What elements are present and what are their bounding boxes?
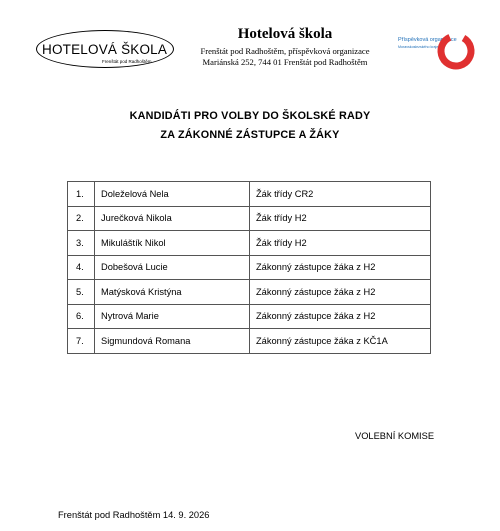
row-number: 5.: [68, 280, 95, 305]
table-row: [68, 231, 431, 256]
candidate-role: Žák třídy CR2: [250, 182, 431, 207]
candidate-name: Doleželová Nela: [95, 182, 250, 207]
region-logo-line1: Příspěvková organizace: [398, 37, 457, 43]
candidate-role: Zákonný zástupce žáka z H2: [250, 304, 431, 329]
document-subtitle: ZA ZÁKONNÉ ZÁSTUPCE A ŽÁKY: [160, 129, 340, 141]
table-row: [68, 255, 431, 280]
signature-commission: VOLEBNÍ KOMISE: [355, 431, 435, 441]
address-line-2: Mariánská 252, 744 01 Frenštát pod Radhoštěm: [202, 57, 368, 67]
candidate-name: Jurečková Nikola: [95, 206, 250, 231]
candidates-table: [67, 181, 431, 354]
candidate-name: Sigmundová Romana: [95, 329, 250, 354]
row-number: 2.: [68, 206, 95, 231]
candidate-role: Zákonný zástupce žáka z H2: [250, 255, 431, 280]
table-row: [68, 182, 431, 207]
logo-subtext: Frenštát pod Radhoštěm: [102, 59, 152, 64]
candidate-role: Zákonný zástupce žáka z KČ1A: [250, 329, 431, 354]
address-line-1: Frenštát pod Radhoštěm, příspěvková organizace: [200, 46, 370, 56]
region-logo: [396, 30, 476, 72]
row-number: 3.: [68, 231, 95, 256]
row-number: 4.: [68, 255, 95, 280]
letterhead: [0, 0, 500, 80]
candidate-name: Nytrová Marie: [95, 304, 250, 329]
row-number: 6.: [68, 304, 95, 329]
place-date: Frenštát pod Radhoštěm 14. 9. 2026: [58, 510, 210, 520]
logo-text: HOTELOVÁ ŠKOLA: [42, 42, 168, 57]
candidate-name: Dobešová Lucie: [95, 255, 250, 280]
candidate-role: Žák třídy H2: [250, 231, 431, 256]
candidate-role: Zákonný zástupce žáka z H2: [250, 280, 431, 305]
region-ring-icon: [436, 31, 476, 71]
candidate-name: Matýsková Kristýna: [95, 280, 250, 305]
candidate-name: Mikuláštík Nikol: [95, 231, 250, 256]
table-row: [68, 280, 431, 305]
candidate-role: Žák třídy H2: [250, 206, 431, 231]
region-logo-line2: Moravskoslezského kraje: [398, 45, 439, 49]
row-number: 1.: [68, 182, 95, 207]
table-row: [68, 329, 431, 354]
document-title: KANDIDÁTI PRO VOLBY DO ŠKOLSKÉ RADY: [129, 110, 371, 122]
school-name: Hotelová škola: [237, 26, 333, 42]
table-row: [68, 206, 431, 231]
row-number: 7.: [68, 329, 95, 354]
school-logo: [36, 30, 176, 70]
table-row: [68, 304, 431, 329]
